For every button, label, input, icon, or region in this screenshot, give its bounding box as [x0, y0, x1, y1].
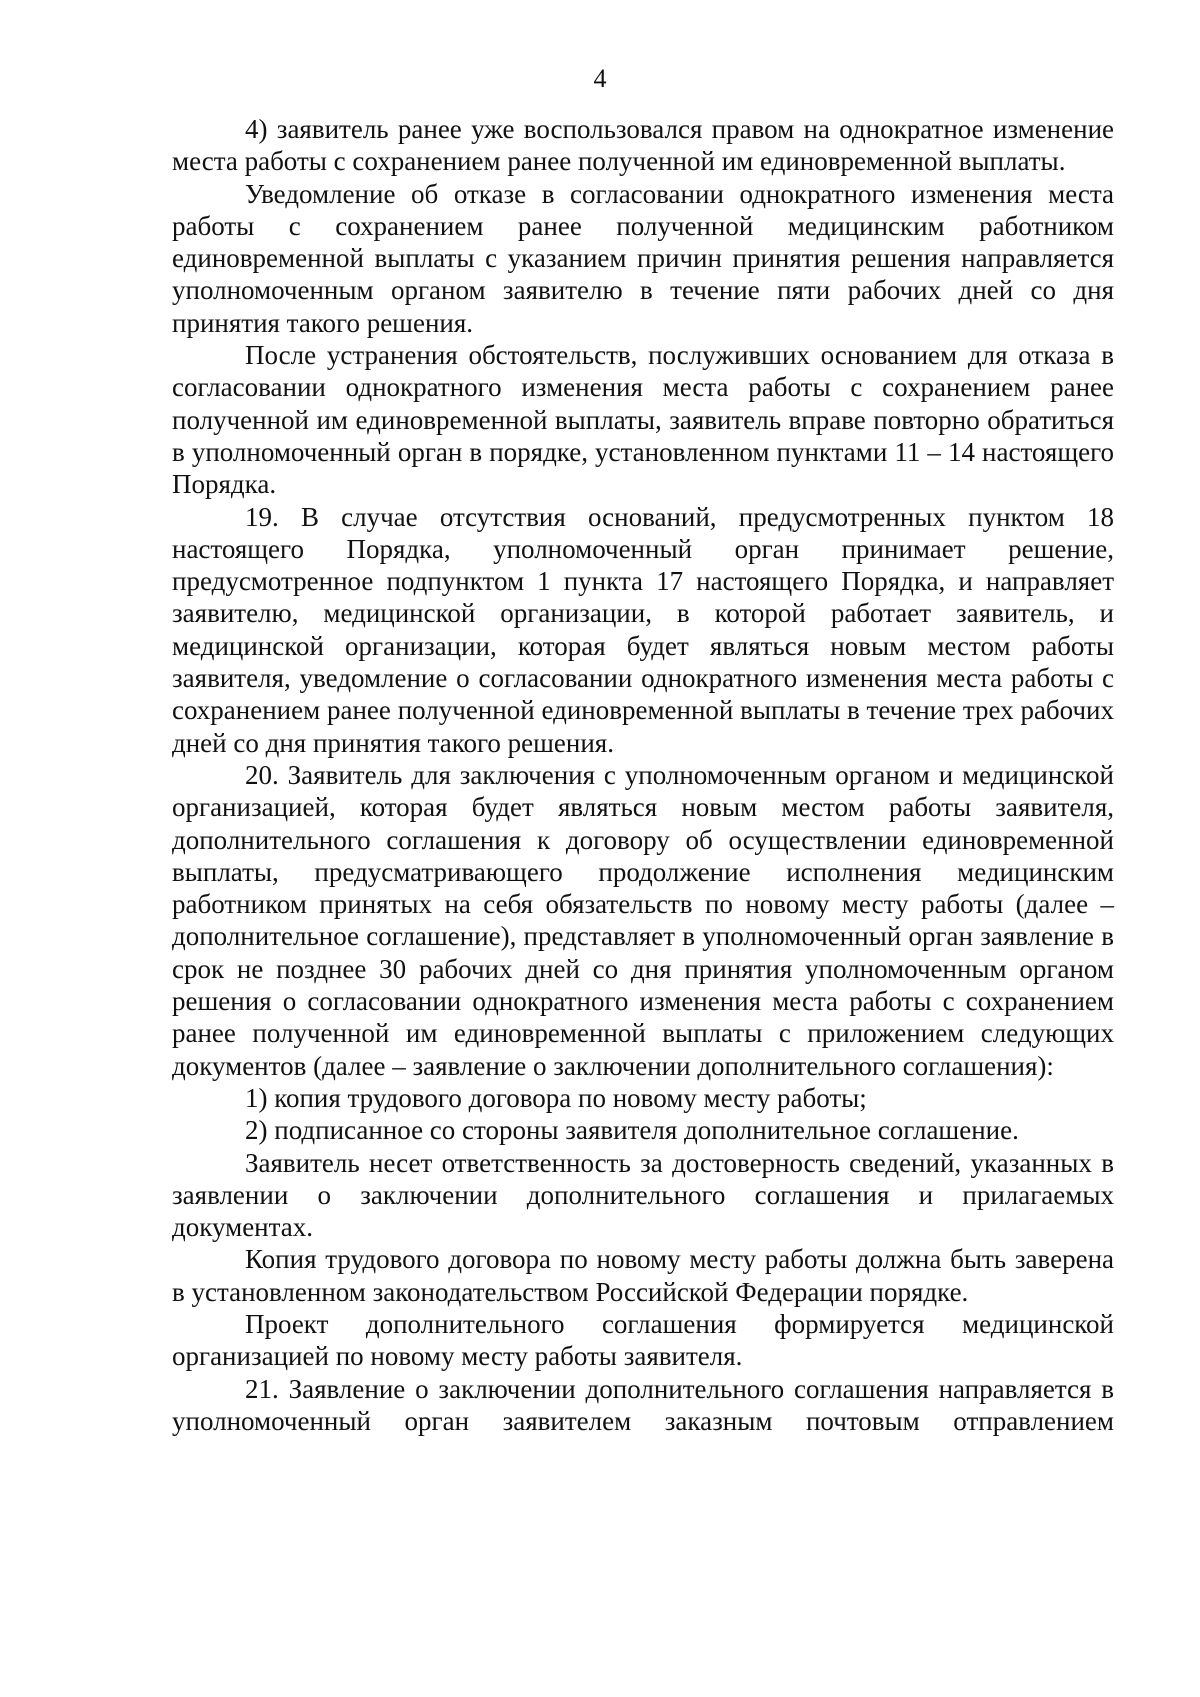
paragraph-document-list-item-2: 2) подписанное со стороны заявителя дополнительное соглашение. — [245, 1115, 1019, 1146]
paragraph-agreement-draft: Проект дополнительного соглашения формируется медицинской организацией по новому месту работы заявителя. — [172, 1308, 1114, 1372]
paragraph-clause-19: 19. В случае отсутствия оснований, предусмотренных пунктом 18 настоящего Порядка, уполномоченный орган принимает решение, предусмотренное подпунктом 1 пункта 17 настоящего Порядка, и направляет заявителю, медицинской организации, в которой работает заявитель, и медицинской организации, которая будет являться новым местом работы заявителя, уведомление о согласовании однократного изменения места работы с сохранением ранее полученной единовременной выплаты в течение трех рабочих дней со дня принятия такого решения. — [172, 501, 1114, 758]
paragraph-refusal-notification: Уведомление об отказе в согласовании однократного изменения места работы с сохранением ранее полученной медицинским работником единовременной выплаты с указанием причин принятия решения направляется уполномоченным органом заявителю в течение пяти рабочих дней со дня принятия такого решения. — [172, 178, 1114, 338]
page-number: 4 — [593, 64, 607, 93]
paragraph-clause-20: 20. Заявитель для заключения с уполномоченным органом и медицинской организацией, которая будет являться новым местом работы заявителя, дополнительного соглашения к договору об осуществлении единовременной выплаты, предусматривающего продолжение исполнения медицинским работником принятых на себя обязательств по новому месту работы (далее – дополнительное соглашение), представляет в уполномоченный орган заявление в срок не позднее 30 рабочих дней со дня принятия уполномоченным органом решения о согласовании однократного изменения места работы с сохранением ранее полученной им единовременной выплаты с приложением следующих документов (далее – заявление о заключении дополнительного соглашения): — [172, 759, 1114, 1081]
paragraph-clause-21: 21. Заявление о заключении дополнительного соглашения направляется в уполномоченный орган заявителем заказным почтовым отправлением — [172, 1373, 1114, 1436]
paragraph-contract-copy-certification: Копия трудового договора по новому месту работы должна быть заверена в установленном законодательством Российской Федерации порядке. — [172, 1244, 1114, 1307]
paragraph-document-list-item-1: 1) копия трудового договора по новому месту работы; — [245, 1082, 867, 1113]
paragraph-item-4-refusal-ground: 4) заявитель ранее уже воспользовался правом на однократное изменение места работы с сохранением ранее полученной им единовременной выплаты. — [172, 114, 1114, 177]
document-body — [172, 113, 1114, 1437]
paragraph-applicant-responsibility: Заявитель несет ответственность за достоверность сведений, указанных в заявлении о заключении дополнительного соглашения и прилагаемых документах. — [172, 1147, 1114, 1243]
paragraph-repeat-application: После устранения обстоятельств, послуживших основанием для отказа в согласовании однократного изменения места работы с сохранением ранее полученной им единовременной выплаты, заявитель вправе повторно обратиться в уполномоченный орган в порядке, установленном пунктами 11 – 14 настоящего Порядка. — [172, 340, 1114, 500]
